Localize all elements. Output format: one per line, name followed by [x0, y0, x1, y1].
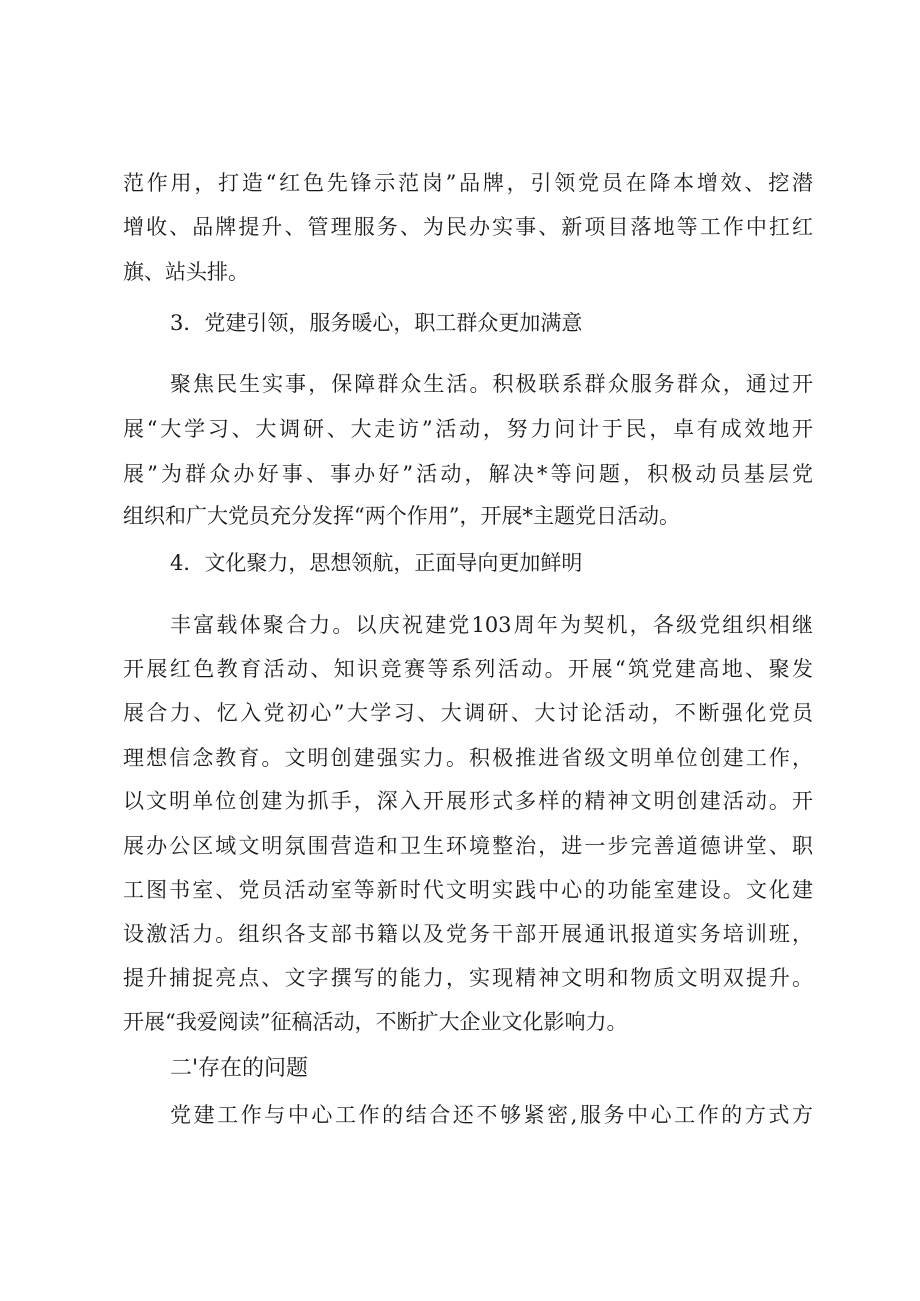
paragraph-line: 展”为群众办好事、事办好”活动，解决*等问题，积极动员基层党 — [123, 462, 813, 486]
paragraph-line: 范作用，打造“红色先锋示范岗”品牌，引领党员在降本增效、挖潜 — [123, 171, 813, 195]
paragraph-line: 提升捕捉亮点、文字撰写的能力，实现精神文明和物质文明双提升。 — [123, 966, 813, 990]
paragraph-line: 展合力、忆入党初心”大学习、大调研、大讨论活动，不断强化党员 — [123, 701, 813, 725]
paragraph-line: 旗、站头排。 — [123, 260, 249, 284]
paragraph-line: 展“大学习、大调研、大走访”活动，努力问计于民，卓有成效地开 — [123, 417, 813, 441]
paragraph-line: 工图书室、党员活动室等新时代文明实践中心的功能室建设。文化建 — [123, 878, 813, 902]
paragraph-line: 丰富载体聚合力。以庆祝建党103周年为契机，各级党组织相继 — [170, 613, 813, 637]
paragraph-line: 开展“我爱阅读”征稿活动，不断扩大企业文化影响力。 — [123, 1010, 628, 1034]
paragraph-line: 设激活力。组织各支部书籍以及党务干部开展通讯报道实务培训班， — [123, 922, 813, 946]
paragraph-line: 以文明单位创建为抓手，深入开展形式多样的精神文明创建活动。开 — [123, 789, 813, 813]
paragraph-line: 理想信念教育。文明创建强实力。积极推进省级文明单位创建工作， — [123, 746, 813, 770]
paragraph-line: 增收、品牌提升、管理服务、为民办实事、新项目落地等工作中扛红 — [123, 215, 813, 239]
paragraph-line: 聚焦民生实事，保障群众生活。积极联系群众服务群众，通过开 — [170, 372, 813, 396]
paragraph-line: 组织和广大党员充分发挥“两个作用”，开展*主题党日活动。 — [123, 504, 680, 528]
section-heading-3: 3．党建引领，服务暖心，职工群众更加满意 — [170, 311, 583, 335]
paragraph-line: 开展红色教育活动、知识竞赛等系列活动。开展“筑党建高地、聚发 — [123, 657, 813, 681]
paragraph-line: 党建工作与中心工作的结合还不够紧密,服务中心工作的方式方 — [170, 1103, 813, 1127]
paragraph-line: 展办公区域文明氛围营造和卫生环境整治，进一步完善道德讲堂、职 — [123, 834, 813, 858]
section-heading-problems: 二'存在的问题 — [170, 1056, 309, 1081]
section-heading-4: 4．文化聚力，思想领航，正面导向更加鲜明 — [170, 551, 583, 575]
